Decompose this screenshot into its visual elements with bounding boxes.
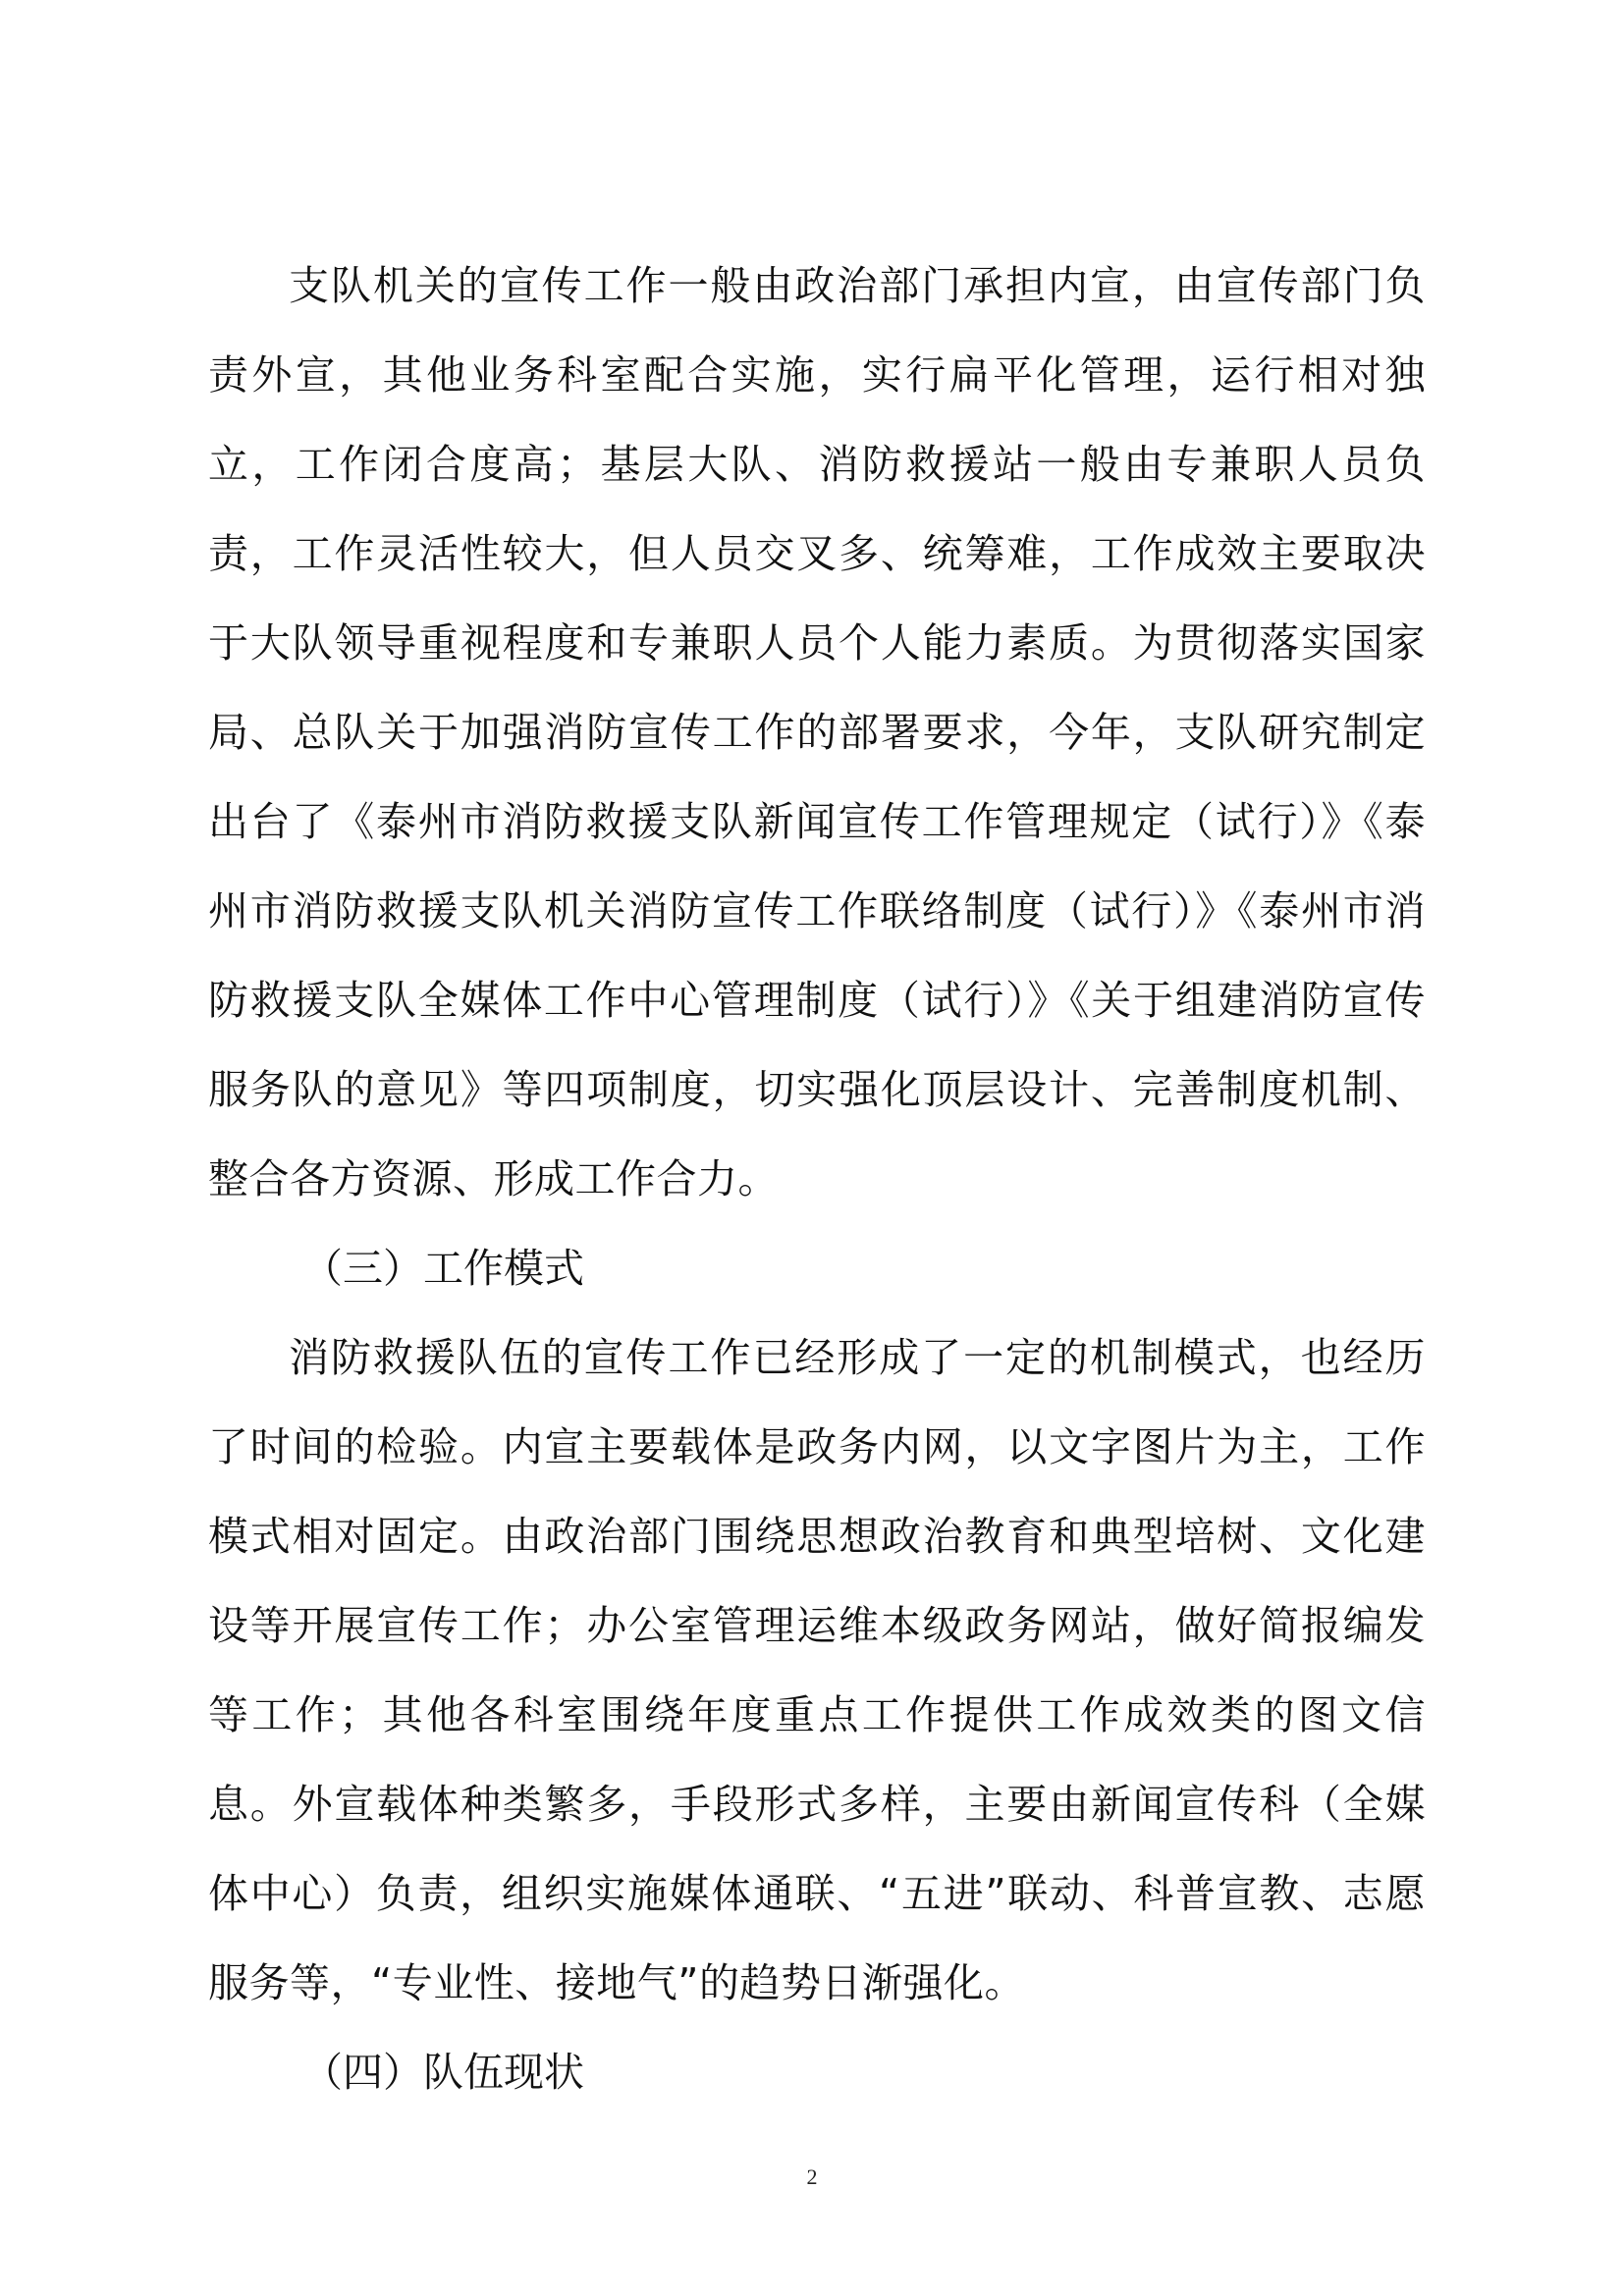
section-heading-work-mode: （三）工作模式 <box>302 1245 584 1292</box>
page-number: 2 <box>806 2164 818 2189</box>
section-heading-team-status: （四）队伍现状 <box>302 2049 584 2096</box>
paragraph-organization: 支队机关的宣传工作一般由政治部门承担内宣，由宣传部门负责外宣，其他业务科室配合实施，实行扁平化管理，运行相对独立，工作闭合度高；基层大队、消防救援站一般由专兼职人员负责，工作灵活性较大，但人员交叉多、统筹难，工作成效主要取决于大队领导重视程度和专兼职人员个人能力素质。为贯彻落实国家局、总队关于加强消防宣传工作的部署要求，今年，支队研究制定出台了《泰州市消防救援支队新闻宣传工作管理规定（试行）》《泰州市消防救援支队机关消防宣传工作联络制度（试行）》《泰州市消防救援支队全媒体工作中心管理制度（试行）》《关于组建消防宣传服务队的意见》等四项制度，切实强化顶层设计、完善制度机制、整合各方资源、形成工作合力。 <box>208 262 1426 1202</box>
page-body <box>208 241 1426 2117</box>
paragraph-work-mode: 消防救援队伍的宣传工作已经形成了一定的机制模式，也经历了时间的检验。内宣主要载体是政务内网，以文字图片为主，工作模式相对固定。由政治部门围绕思想政治教育和典型培树、文化建设等开展宣传工作；办公室管理运维本级政务网站，做好简报编发等工作；其他各科室围绕年度重点工作提供工作成效类的图文信息。外宣载体种类繁多，手段形式多样，主要由新闻宣传科（全媒体中心）负责，组织实施媒体通联、“五进”联动、科普宣教、志愿服务等，“专业性、接地气”的趋势日渐强化。 <box>208 1334 1426 2006</box>
